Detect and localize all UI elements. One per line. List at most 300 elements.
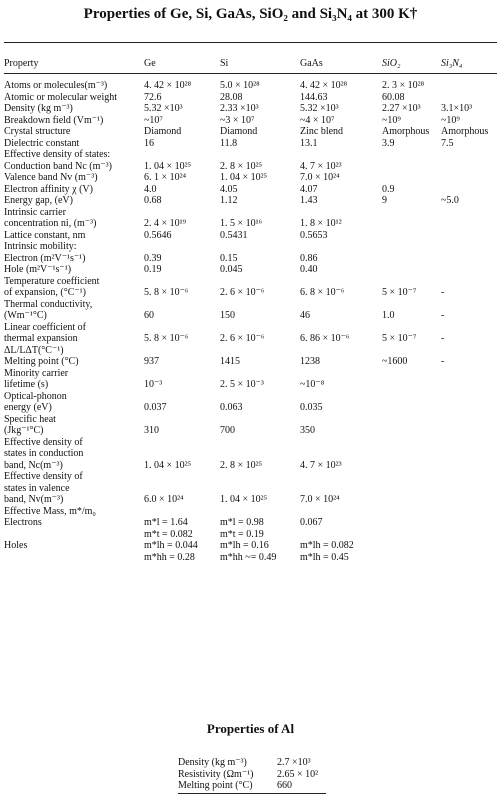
property-value: 0.037 [144,402,167,413]
property-value: 5. 8 × 10⁻⁶ [144,287,189,298]
property-value [220,345,300,357]
property-value [382,345,441,357]
property-label: Hole (m²V⁻¹s⁻¹) [4,264,72,275]
al-properties-table [178,757,318,792]
property-value [382,448,441,460]
property-value: 60.08 [382,91,405,103]
property-label: Intrinsic carrier [4,206,66,218]
property-value: 0.40 [300,264,318,275]
property-value: 0.5653 [300,229,328,241]
property-value [220,207,300,219]
property-value: 5.32 ×10³ [300,103,339,114]
property-value [441,253,498,265]
table-row [4,230,498,242]
property-label: of expansion, (°C⁻¹) [4,287,86,298]
property-value: 6. 1 × 10²⁴ [144,172,187,183]
table-row [4,264,498,276]
property-value [441,402,498,414]
property-value [441,218,498,230]
table-row [4,471,498,483]
table-row [4,115,498,127]
property-value [382,483,441,495]
table-row [4,506,498,518]
property-value [144,345,220,357]
property-label: band, Nc(m⁻³) [4,459,63,471]
property-value [382,414,441,426]
property-value: ~1600 [382,356,408,367]
property-value [441,506,498,518]
property-value [144,414,220,426]
property-value [382,161,441,173]
property-value: 1.0 [382,310,395,321]
property-value [220,322,300,334]
property-label: energy (eV) [4,402,52,413]
table-row [4,195,498,207]
property-value [144,437,220,449]
property-value [300,437,382,449]
property-value: 1. 5 × 10¹⁶ [220,218,263,229]
property-value [300,471,382,483]
property-label [4,529,144,541]
property-value [300,414,382,426]
property-value: 46 [300,310,310,321]
property-value [220,149,300,161]
property-label: Holes [4,540,28,551]
property-value [382,540,441,552]
top-rule [4,42,497,43]
property-value: 0.063 [220,402,243,413]
al-section-title: Properties of Al [206,721,295,736]
property-label: ΔL/LΔT(°C⁻¹) [4,344,64,356]
property-value [382,218,441,230]
property-value [382,379,441,391]
property-label: Dielectric constant [4,137,80,149]
table-row [4,529,498,541]
property-value: m*lh = 0.082 [300,540,354,551]
property-label: Linear coefficient of [4,321,86,333]
property-value: 13.1 [300,137,318,149]
property-value: 0.045 [220,264,243,275]
property-value [441,149,498,161]
property-value: ~10⁻⁸ [300,379,325,390]
property-value: 150 [220,310,235,321]
property-value: 144.63 [300,91,328,103]
property-value [441,391,498,403]
property-value [382,207,441,219]
property-value: 5 × 10⁻⁷ [382,287,417,298]
table-row [4,299,498,311]
table-row [4,540,498,552]
property-label: Optical-phonon [4,390,67,402]
table-row [4,333,498,345]
property-value: ~5.0 [441,195,459,206]
property-value: 2. 4 × 10¹⁹ [144,218,187,229]
property-value [382,172,441,184]
property-value [300,506,382,518]
property-value [441,345,498,357]
property-value: m*hh = 0.28 [144,551,195,563]
property-value: ~4 × 10⁷ [300,114,335,126]
property-value: 10⁻³ [144,379,163,390]
property-value: 937 [144,356,159,367]
property-value [382,506,441,518]
property-value [382,529,441,541]
table-row [4,253,498,265]
property-value: 0.19 [144,264,162,275]
property-value [144,368,220,380]
property-label: Effective density of [4,471,83,482]
table-row [178,769,318,781]
property-value: 0.86 [300,252,318,264]
al-label: Resistivity (Ωm⁻¹) [178,768,254,780]
table-row [4,345,498,357]
property-value [441,379,498,391]
property-label: band, Nv(m⁻³) [4,494,64,505]
property-value: ~10⁷ [144,114,163,126]
property-value: 350 [300,425,315,436]
property-value [300,241,382,253]
property-value: 7.0 × 10²⁴ [300,494,340,505]
property-value [144,506,220,518]
property-value [441,184,498,196]
table-row [4,494,498,506]
property-value: 1.12 [220,195,238,206]
table-row [4,138,498,150]
property-label: states in valence [4,482,70,494]
header-si3n4: Si₃N₄ [441,57,463,69]
property-value: 3.9 [382,137,395,149]
property-value [220,391,300,403]
table-row [4,391,498,403]
property-value: Amorphous [441,126,489,137]
property-value [382,552,441,564]
property-label: Minority carrier [4,367,69,379]
property-value: 6. 86 × 10⁻⁶ [300,333,350,344]
property-label: Effective density of states: [4,149,111,160]
property-value [441,241,498,253]
property-value: - [441,287,445,298]
table-row [4,287,498,299]
header-si: Si [220,57,229,69]
property-value: - [441,356,445,367]
property-label: Energy gap, (eV) [4,195,73,206]
table-row [4,80,498,92]
property-value [382,241,441,253]
property-value: ~3 × 10⁷ [220,114,255,126]
property-value [382,471,441,483]
property-value: m*t = 0.082 [144,528,193,540]
al-label: Melting point (°C) [178,780,253,791]
property-label: (Jkg⁻¹°C) [4,425,44,436]
property-value: 2. 8 × 10²⁵ [220,160,263,172]
property-value: Zinc blend [300,126,344,137]
table-row [4,368,498,380]
property-value: 3.1×10³ [441,103,473,114]
property-value: 0.68 [144,195,162,206]
property-value [300,149,382,161]
property-value [441,80,498,92]
property-value: 5.32 ×10³ [144,103,183,114]
property-label: Electron affinity χ (V) [4,183,93,195]
property-value [382,230,441,242]
property-value: 1238 [300,356,320,367]
property-value: 4.0 [144,183,157,195]
al-label: Density (kg m⁻³) [178,757,247,768]
property-value [300,276,382,288]
property-value [220,437,300,449]
property-value: 1. 04 × 10²⁵ [144,160,192,172]
property-value [441,230,498,242]
property-value: m*l = 0.98 [220,517,264,528]
property-value: 5.0 × 10²⁸ [220,80,260,91]
property-label: Thermal conductivity, [4,298,93,310]
property-value [441,483,498,495]
property-value: m*lh = 0.044 [144,540,198,551]
table-row [4,310,498,322]
al-value: 2.7 ×10³ [277,757,311,768]
property-value: 4. 7 × 10²³ [300,160,342,172]
property-value: Amorphous [382,126,430,137]
property-value [220,241,300,253]
property-value: 4.07 [300,183,318,195]
property-value [441,322,498,334]
property-label: Melting point (°C) [4,356,79,367]
property-value: 0.5646 [144,229,172,241]
property-value [300,483,382,495]
property-value: 2. 8 × 10²⁵ [220,459,263,471]
table-row [4,414,498,426]
property-value [220,471,300,483]
property-label: (Wm⁻¹°C) [4,310,47,321]
property-value [382,276,441,288]
property-value: 4.05 [220,183,238,195]
property-value [220,448,300,460]
table-row [178,757,318,769]
al-value: 660 [277,780,292,791]
property-value: 5. 8 × 10⁻⁶ [144,333,189,344]
property-value [382,437,441,449]
property-value: Diamond [144,126,182,137]
property-value [441,460,498,472]
property-value: 2. 3 × 10²⁸ [382,80,425,91]
property-label: lifetime (s) [4,379,49,390]
property-value [220,506,300,518]
property-value [382,264,441,276]
property-value: m*l = 1.64 [144,517,188,528]
property-value: - [441,310,445,321]
property-value: - [441,333,445,344]
property-label: Electrons [4,517,42,528]
property-value [144,448,220,460]
property-value [382,517,441,529]
property-value [441,471,498,483]
property-value [220,299,300,311]
property-value [220,414,300,426]
property-value: m*t = 0.19 [220,528,264,540]
property-label: Temperature coefficient [4,275,100,287]
property-value: Diamond [220,126,258,137]
property-value: ~10⁹ [382,114,401,126]
property-value: 310 [144,425,159,436]
table-row [4,517,498,529]
property-value: 2. 5 × 10⁻³ [220,379,264,390]
table-row [4,460,498,472]
property-value: 0.067 [300,517,323,528]
property-value [441,172,498,184]
property-value: 9 [382,195,387,206]
table-row [4,356,498,368]
property-value [300,529,382,541]
property-value [144,149,220,161]
property-value: 2. 6 × 10⁻⁶ [220,333,265,344]
property-value [382,322,441,334]
property-label: Specific heat [4,413,56,425]
property-value: ~10⁹ [441,114,460,126]
property-value: m*lh = 0.45 [300,551,349,563]
property-label: Lattice constant, nm [4,229,86,241]
property-value [441,437,498,449]
property-value [382,402,441,414]
property-value: 1. 04 × 10²⁵ [220,494,268,505]
property-value [144,299,220,311]
property-value: 1. 04 × 10²⁵ [220,172,268,183]
property-value: 4. 7 × 10²³ [300,459,342,471]
table-row [4,241,498,253]
property-value: 1415 [220,356,240,367]
property-value [441,368,498,380]
table-row [4,103,498,115]
property-value [300,368,382,380]
table-row [4,207,498,219]
property-value [382,299,441,311]
property-value [144,391,220,403]
table-row [4,172,498,184]
property-value: 0.39 [144,252,162,264]
table-row [178,780,318,792]
property-value [441,414,498,426]
property-value: 1. 8 × 10¹² [300,218,342,229]
property-value: 4. 42 × 10²⁸ [300,80,348,91]
property-label: Crystal structure [4,126,71,137]
property-value [441,276,498,288]
property-value: 7.0 × 10²⁴ [300,172,340,183]
table-row [4,322,498,334]
property-value: 0.5431 [220,229,248,241]
table-row [4,425,498,437]
property-label: Density (kg m⁻³) [4,103,73,114]
property-value [144,276,220,288]
table-row [4,483,498,495]
header-property: Property [4,57,39,69]
property-value [441,552,498,564]
property-value [300,299,382,311]
property-value [441,448,498,460]
property-value: 0.15 [220,252,238,264]
property-value: 11.8 [220,137,238,149]
property-value [441,264,498,276]
property-value [441,207,498,219]
property-value: 60 [144,310,154,321]
table-row [4,552,498,564]
property-value [144,207,220,219]
table-row [4,379,498,391]
property-value: m*hh ~= 0.49 [220,551,277,563]
al-value: 2.65 × 10² [277,768,319,780]
property-label: concentration ni, (m⁻³) [4,218,97,229]
header-sio2: SiO₂ [382,57,401,69]
property-label: Conduction band Nc (m⁻³) [4,160,112,172]
table-row [4,149,498,161]
property-value [441,494,498,506]
property-value: 2.33 ×10³ [220,103,259,114]
property-label: Effective density of [4,436,83,448]
property-value [300,391,382,403]
property-value [144,483,220,495]
property-value: 5 × 10⁻⁷ [382,333,417,344]
property-label: Valence band Nv (m⁻³) [4,172,98,183]
properties-table [4,55,498,563]
table-header-row [4,55,498,72]
property-value [382,149,441,161]
property-value: 16 [144,137,154,149]
property-value [220,368,300,380]
table-row [4,92,498,104]
property-label: thermal expansion [4,333,78,344]
property-label: states in conduction [4,448,84,459]
property-value: 72.6 [144,91,162,103]
table-row [4,126,498,138]
property-value: 0.9 [382,183,395,195]
property-label: Breakdown field (Vm⁻¹) [4,114,104,126]
table-row [4,184,498,196]
property-value [441,529,498,541]
property-value [441,92,498,104]
property-value [382,391,441,403]
property-label: Atomic or molecular weight [4,91,118,103]
property-value [441,425,498,437]
property-value: 1.43 [300,195,318,206]
property-value [300,207,382,219]
property-value [382,460,441,472]
property-label: Intrinsic mobility: [4,241,77,252]
property-value [144,241,220,253]
property-value: 2.27 ×10³ [382,103,421,114]
property-value: 2. 6 × 10⁻⁶ [220,287,265,298]
property-value [300,448,382,460]
property-label [4,552,144,564]
property-value: 6.0 × 10²⁴ [144,494,184,505]
property-value [220,483,300,495]
property-value: 1. 04 × 10²⁵ [144,459,192,471]
header-rule [4,73,497,74]
table-row [4,276,498,288]
property-value [300,322,382,334]
table-row [4,448,498,460]
table-row [4,437,498,449]
property-value [441,540,498,552]
property-value [144,322,220,334]
property-value: 700 [220,425,235,436]
property-value: 0.035 [300,402,323,413]
table-row [4,161,498,173]
property-value: 4. 42 × 10²⁸ [144,80,192,91]
property-value [382,253,441,265]
property-value: 6. 8 × 10⁻⁶ [300,287,345,298]
property-value [441,517,498,529]
property-label: Effective Mass, m*/m₀ [4,505,96,517]
property-value: m*lh = 0.16 [220,540,269,551]
table-row [4,402,498,414]
